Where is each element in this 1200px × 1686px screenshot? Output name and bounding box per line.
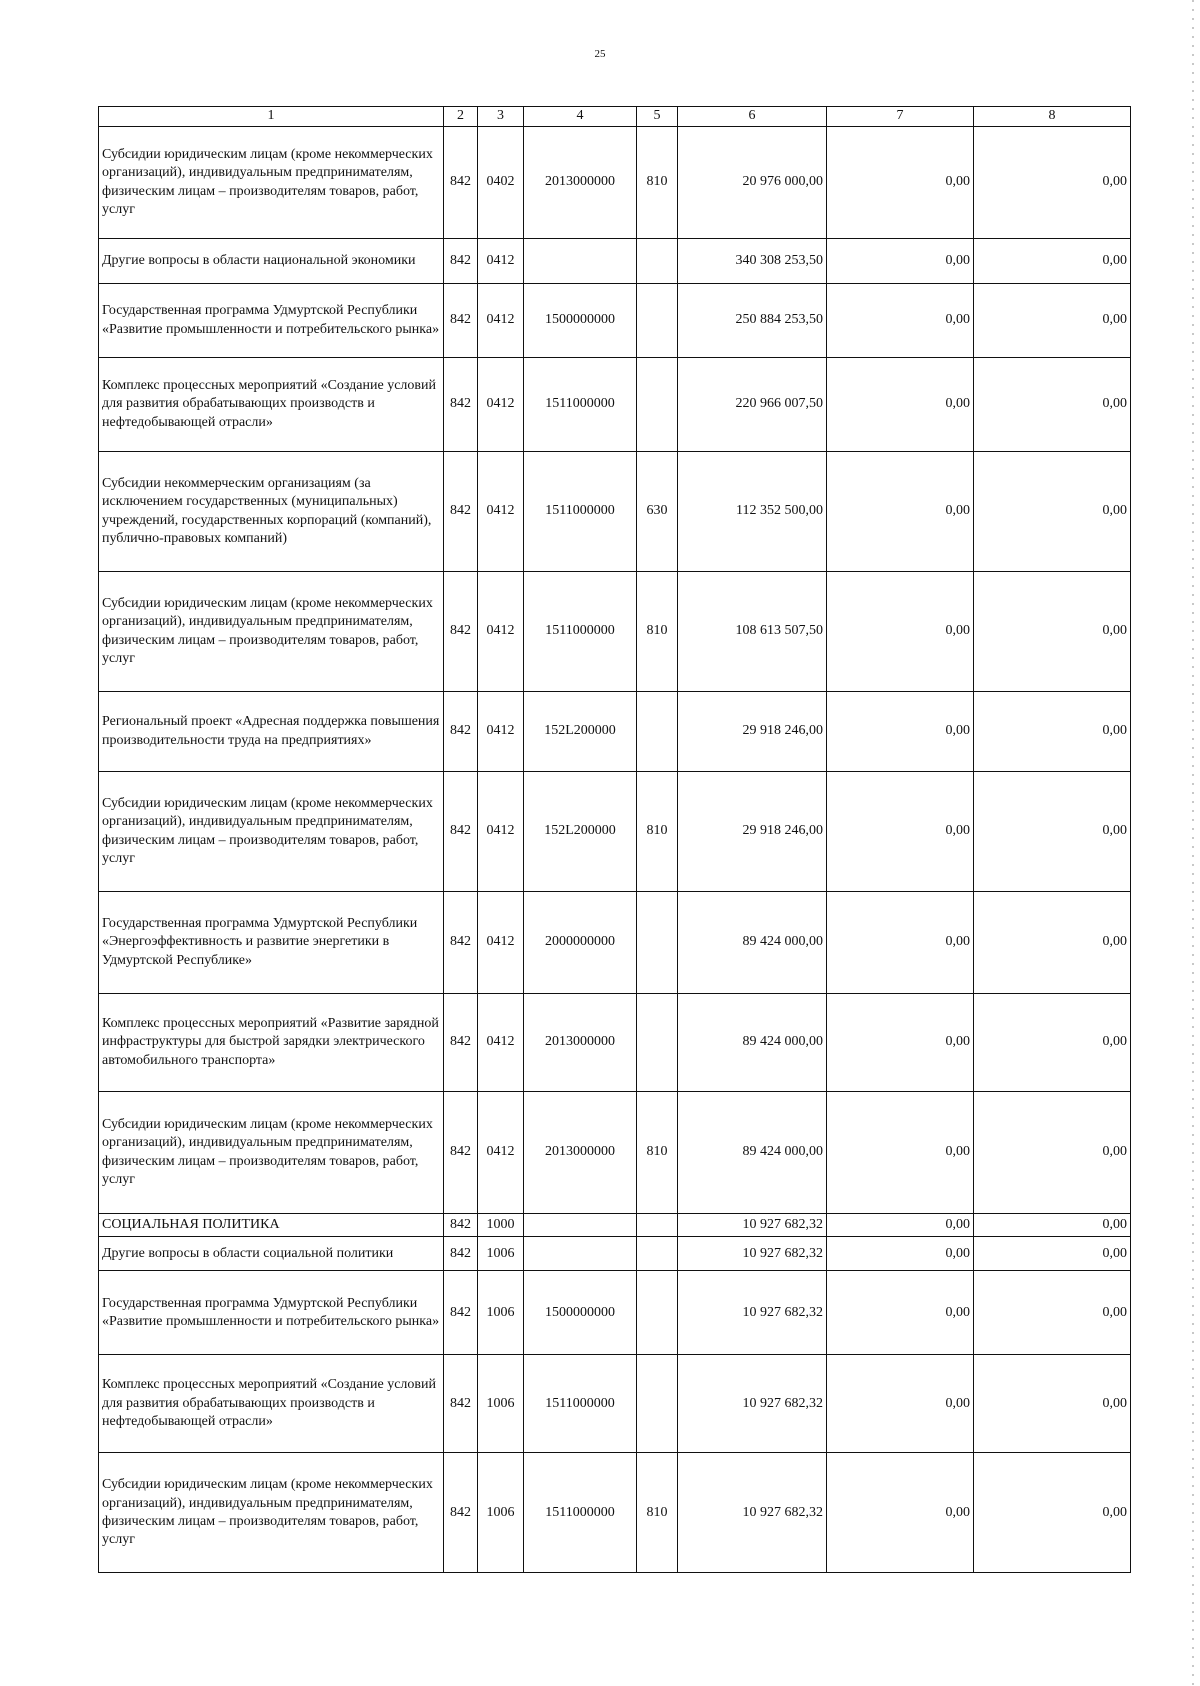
amount-col6: 29 918 246,00 — [678, 692, 827, 772]
target-code — [524, 239, 637, 284]
target-code: 2000000000 — [524, 892, 637, 994]
section-code: 0412 — [478, 284, 524, 358]
amount-col6: 10 927 682,32 — [678, 1355, 827, 1453]
amount-col7: 0,00 — [827, 892, 974, 994]
column-header-7: 7 — [827, 107, 974, 127]
section-code: 0412 — [478, 994, 524, 1092]
section-code: 0412 — [478, 358, 524, 452]
ministry-code: 842 — [444, 994, 478, 1092]
section-code: 0412 — [478, 239, 524, 284]
column-header-2: 2 — [444, 107, 478, 127]
column-header-6: 6 — [678, 107, 827, 127]
section-code: 0412 — [478, 692, 524, 772]
amount-col7: 0,00 — [827, 1355, 974, 1453]
amount-col8: 0,00 — [974, 239, 1131, 284]
ministry-code: 842 — [444, 358, 478, 452]
amount-col6: 89 424 000,00 — [678, 1092, 827, 1214]
row-name: Региональный проект «Адресная поддержка повышения производительности труда на предприятиях» — [99, 692, 444, 772]
table-row — [99, 239, 1131, 284]
table-row — [99, 1355, 1131, 1453]
target-code: 2013000000 — [524, 994, 637, 1092]
target-code: 1511000000 — [524, 452, 637, 572]
target-code: 1500000000 — [524, 284, 637, 358]
amount-col8: 0,00 — [974, 127, 1131, 239]
section-code: 1006 — [478, 1237, 524, 1271]
table-row — [99, 452, 1131, 572]
expense-type-code — [637, 239, 678, 284]
table-row — [99, 1214, 1131, 1237]
target-code: 2013000000 — [524, 1092, 637, 1214]
amount-col8: 0,00 — [974, 1092, 1131, 1214]
amount-col8: 0,00 — [974, 994, 1131, 1092]
amount-col6: 89 424 000,00 — [678, 892, 827, 994]
expense-type-code: 810 — [637, 772, 678, 892]
amount-col8: 0,00 — [974, 892, 1131, 994]
row-name: Другие вопросы в области социальной политики — [99, 1237, 444, 1271]
expense-type-code: 810 — [637, 572, 678, 692]
row-name: Государственная программа Удмуртской Республики «Энергоэффективность и развитие энергетики в Удмуртской Республике» — [99, 892, 444, 994]
ministry-code: 842 — [444, 1092, 478, 1214]
row-name: Комплекс процессных мероприятий «Развитие зарядной инфраструктуры для быстрой зарядки электрического автомобильного транспорта» — [99, 994, 444, 1092]
table-row — [99, 994, 1131, 1092]
column-header-3: 3 — [478, 107, 524, 127]
expense-type-code: 810 — [637, 127, 678, 239]
amount-col8: 0,00 — [974, 1214, 1131, 1237]
amount-col7: 0,00 — [827, 1271, 974, 1355]
amount-col6: 29 918 246,00 — [678, 772, 827, 892]
amount-col8: 0,00 — [974, 358, 1131, 452]
amount-col7: 0,00 — [827, 572, 974, 692]
table-row — [99, 892, 1131, 994]
table-row — [99, 1237, 1131, 1271]
target-code — [524, 1237, 637, 1271]
section-code: 0412 — [478, 1092, 524, 1214]
row-name: Субсидии юридическим лицам (кроме некоммерческих организаций), индивидуальным предпринимателям, физическим лицам – производителям товаров, работ, услуг — [99, 572, 444, 692]
budget-table — [98, 106, 1131, 1573]
expense-type-code — [637, 1214, 678, 1237]
amount-col8: 0,00 — [974, 1355, 1131, 1453]
column-header-8: 8 — [974, 107, 1131, 127]
amount-col7: 0,00 — [827, 1453, 974, 1573]
section-code: 0402 — [478, 127, 524, 239]
table-row — [99, 1453, 1131, 1573]
ministry-code: 842 — [444, 692, 478, 772]
table-row — [99, 572, 1131, 692]
ministry-code: 842 — [444, 127, 478, 239]
table-row — [99, 772, 1131, 892]
row-name: Комплекс процессных мероприятий «Создание условий для развития обрабатывающих производств и нефтедобывающей отрасли» — [99, 358, 444, 452]
target-code: 152L200000 — [524, 692, 637, 772]
amount-col8: 0,00 — [974, 1453, 1131, 1573]
amount-col6: 340 308 253,50 — [678, 239, 827, 284]
amount-col6: 10 927 682,32 — [678, 1271, 827, 1355]
target-code: 1511000000 — [524, 1355, 637, 1453]
row-name: Субсидии некоммерческим организациям (за исключением государственных (муниципальных) учреждений, государственных корпораций (компаний), публично-правовых компаний) — [99, 452, 444, 572]
amount-col6: 250 884 253,50 — [678, 284, 827, 358]
amount-col7: 0,00 — [827, 692, 974, 772]
row-name: Субсидии юридическим лицам (кроме некоммерческих организаций), индивидуальным предпринимателям, физическим лицам – производителям товаров, работ, услуг — [99, 127, 444, 239]
section-code: 0412 — [478, 452, 524, 572]
amount-col7: 0,00 — [827, 239, 974, 284]
ministry-code: 842 — [444, 572, 478, 692]
amount-col6: 10 927 682,32 — [678, 1214, 827, 1237]
table-row — [99, 358, 1131, 452]
section-code: 1000 — [478, 1214, 524, 1237]
expense-type-code: 810 — [637, 1092, 678, 1214]
amount-col7: 0,00 — [827, 772, 974, 892]
target-code — [524, 1214, 637, 1237]
table-row — [99, 127, 1131, 239]
section-code: 1006 — [478, 1355, 524, 1453]
table-row — [99, 692, 1131, 772]
amount-col8: 0,00 — [974, 1271, 1131, 1355]
row-name: Государственная программа Удмуртской Республики «Развитие промышленности и потребительского рынка» — [99, 1271, 444, 1355]
amount-col6: 112 352 500,00 — [678, 452, 827, 572]
column-header-4: 4 — [524, 107, 637, 127]
amount-col7: 0,00 — [827, 1092, 974, 1214]
amount-col7: 0,00 — [827, 1237, 974, 1271]
amount-col7: 0,00 — [827, 1214, 974, 1237]
amount-col7: 0,00 — [827, 127, 974, 239]
expense-type-code — [637, 358, 678, 452]
expense-type-code — [637, 692, 678, 772]
expense-type-code: 630 — [637, 452, 678, 572]
amount-col7: 0,00 — [827, 994, 974, 1092]
scan-margin-artifact — [1192, 0, 1194, 1686]
target-code: 1500000000 — [524, 1271, 637, 1355]
header-row — [99, 107, 1131, 127]
target-code: 152L200000 — [524, 772, 637, 892]
ministry-code: 842 — [444, 452, 478, 572]
amount-col6: 10 927 682,32 — [678, 1237, 827, 1271]
row-name: Государственная программа Удмуртской Республики «Развитие промышленности и потребительского рынка» — [99, 284, 444, 358]
amount-col7: 0,00 — [827, 358, 974, 452]
amount-col8: 0,00 — [974, 1237, 1131, 1271]
amount-col6: 108 613 507,50 — [678, 572, 827, 692]
target-code: 2013000000 — [524, 127, 637, 239]
ministry-code: 842 — [444, 772, 478, 892]
table-row — [99, 284, 1131, 358]
target-code: 1511000000 — [524, 1453, 637, 1573]
section-code: 1006 — [478, 1271, 524, 1355]
row-name: Субсидии юридическим лицам (кроме некоммерческих организаций), индивидуальным предпринимателям, физическим лицам – производителям товаров, работ, услуг — [99, 772, 444, 892]
section-code: 0412 — [478, 572, 524, 692]
row-name: Комплекс процессных мероприятий «Создание условий для развития обрабатывающих производств и нефтедобывающей отрасли» — [99, 1355, 444, 1453]
column-header-1: 1 — [99, 107, 444, 127]
page-number: 25 — [594, 48, 606, 60]
amount-col7: 0,00 — [827, 284, 974, 358]
row-name: Субсидии юридическим лицам (кроме некоммерческих организаций), индивидуальным предпринимателям, физическим лицам – производителям товаров, работ, услуг — [99, 1453, 444, 1573]
column-header-5: 5 — [637, 107, 678, 127]
row-name: Субсидии юридическим лицам (кроме некоммерческих организаций), индивидуальным предпринимателям, физическим лицам – производителям товаров, работ, услуг — [99, 1092, 444, 1214]
expense-type-code — [637, 284, 678, 358]
ministry-code: 842 — [444, 892, 478, 994]
section-code: 0412 — [478, 772, 524, 892]
row-name: Другие вопросы в области национальной экономики — [99, 239, 444, 284]
amount-col8: 0,00 — [974, 572, 1131, 692]
amount-col6: 89 424 000,00 — [678, 994, 827, 1092]
expense-type-code — [637, 1271, 678, 1355]
table-row — [99, 1092, 1131, 1214]
ministry-code: 842 — [444, 239, 478, 284]
amount-col6: 20 976 000,00 — [678, 127, 827, 239]
amount-col6: 220 966 007,50 — [678, 358, 827, 452]
ministry-code: 842 — [444, 1453, 478, 1573]
amount-col8: 0,00 — [974, 452, 1131, 572]
expense-type-code — [637, 1237, 678, 1271]
ministry-code: 842 — [444, 1214, 478, 1237]
expense-type-code — [637, 892, 678, 994]
amount-col8: 0,00 — [974, 284, 1131, 358]
target-code: 1511000000 — [524, 358, 637, 452]
expense-type-code: 810 — [637, 1453, 678, 1573]
ministry-code: 842 — [444, 1271, 478, 1355]
ministry-code: 842 — [444, 1355, 478, 1453]
ministry-code: 842 — [444, 1237, 478, 1271]
amount-col8: 0,00 — [974, 692, 1131, 772]
amount-col8: 0,00 — [974, 772, 1131, 892]
amount-col7: 0,00 — [827, 452, 974, 572]
table-row — [99, 1271, 1131, 1355]
section-code: 1006 — [478, 1453, 524, 1573]
row-name: СОЦИАЛЬНАЯ ПОЛИТИКА — [99, 1214, 444, 1237]
ministry-code: 842 — [444, 284, 478, 358]
target-code: 1511000000 — [524, 572, 637, 692]
expense-type-code — [637, 1355, 678, 1453]
section-code: 0412 — [478, 892, 524, 994]
amount-col6: 10 927 682,32 — [678, 1453, 827, 1573]
expense-type-code — [637, 994, 678, 1092]
